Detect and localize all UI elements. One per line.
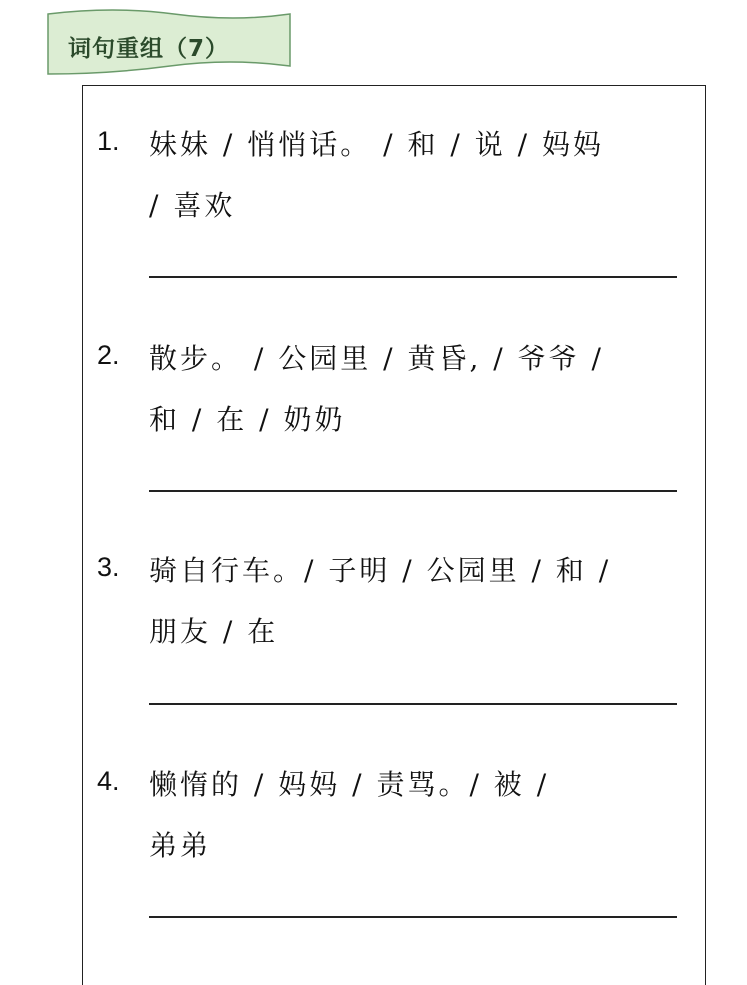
question-words-line1: 散步。 / 公园里 / 黄昏, / 爷爷 / [149, 342, 604, 375]
question-number: 4. [97, 766, 120, 796]
page-title: 词句重组（7） [68, 36, 230, 62]
question-words-line2: / 喜欢 [149, 189, 236, 222]
question-words-line2: 朋友 / 在 [149, 615, 279, 648]
question-words-line2: 和 / 在 / 奶奶 [149, 403, 346, 436]
answer-line[interactable] [149, 916, 677, 918]
question-number: 1. [97, 126, 120, 156]
worksheet-box [82, 85, 706, 985]
question-number: 3. [97, 552, 120, 582]
question-number: 2. [97, 340, 120, 370]
answer-line[interactable] [149, 703, 677, 705]
question-words-line2: 弟弟 [149, 829, 212, 862]
question-words-line1: 骑自行车。/ 子明 / 公园里 / 和 / [149, 554, 612, 587]
question-words-line1: 妹妹 / 悄悄话。 / 和 / 说 / 妈妈 [149, 128, 604, 161]
title-banner [44, 6, 294, 80]
answer-line[interactable] [149, 276, 677, 278]
question-words-line1: 懒惰的 / 妈妈 / 责骂。/ 被 / [149, 768, 550, 801]
answer-line[interactable] [149, 490, 677, 492]
